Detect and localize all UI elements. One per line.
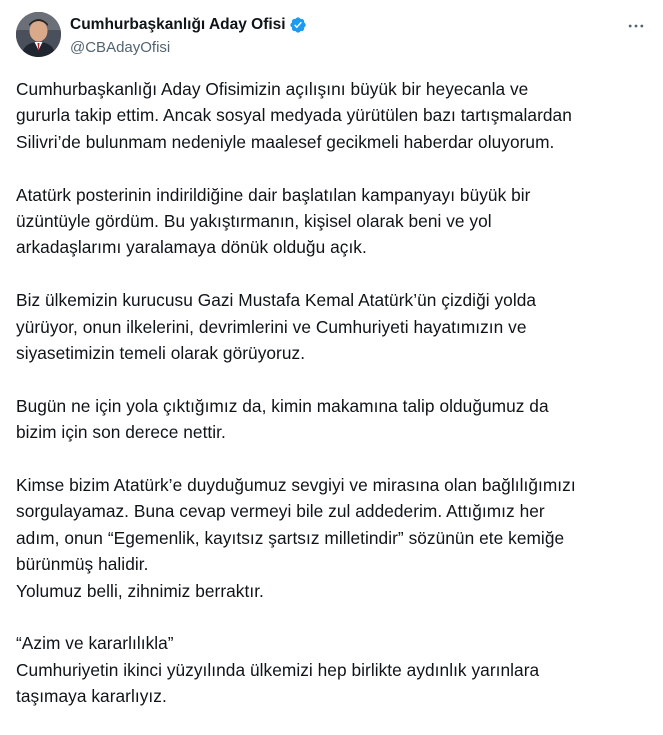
paragraph-spacer (16, 604, 652, 630)
display-name[interactable]: Cumhurbaşkanlığı Aday Ofisi (70, 16, 286, 33)
author-names (70, 15, 307, 56)
paragraph-4: Bugün ne için yola çıktığımız da, kimin makamına talip olduğumuz da bizim için son derece nettir. (16, 395, 549, 443)
paragraph-spacer (16, 261, 652, 287)
paragraph-3: Biz ülkemizin kurucusu Gazi Mustafa Kemal Atatürk’ün çizdiği yolda yürüyor, onun ilkelerini, devrimlerini ve Cumhuriyeti hayatımızın ve siyasetimizin temeli olarak görüyoruz. (16, 290, 537, 364)
avatar[interactable] (16, 12, 61, 57)
more-options-button[interactable] (621, 14, 651, 38)
profile-photo-icon (16, 12, 61, 57)
paragraph-2: Atatürk posterinin indirildiğine dair başlatılan kampanyayı büyük bir üzüntüyle gördüm. Bu yakıştırmanın, kişisel olarak beni ve yol arkadaşlarımı yaralamaya dönük olduğu açık. (16, 184, 531, 258)
tweet-header (16, 12, 647, 60)
paragraph-6: “Azim ve kararlılıkla” Cumhuriyetin ikinci yüzyılında ülkemizi hep birlikte aydınlık yarınlara taşımaya kararlıyız. (16, 633, 540, 707)
paragraph-spacer (16, 366, 652, 392)
paragraph-spacer (16, 155, 652, 181)
author-handle[interactable]: @CBAdayOfisi (70, 39, 171, 56)
verified-badge-icon[interactable] (289, 16, 307, 34)
paragraph-spacer (16, 446, 652, 472)
tweet-text (16, 76, 652, 710)
paragraph-1: Cumhurbaşkanlığı Aday Ofisimizin açılışını büyük bir heyecanla ve gururla takip ettim. Ancak sosyal medyada yürütülen bazı tartışmalardan Silivri’de bulunmam nedeniyle maalesef gecikmeli haberdar oluyorum. (16, 79, 572, 152)
display-name-row (70, 15, 307, 35)
paragraph-5: Kimse bizim Atatürk’e duyduğumuz sevgiyi ve mirasına olan bağlılığımızı sorgulayamaz. Buna cevap vermeyi bile zul addederim. Attığımız her adım, onun “Egemenlik, kayıtsız şartsız milletindir” sözünün ete kemiğe bürünmüş halidir. Yolumuz belli, zihnimiz berraktır. (16, 475, 576, 601)
ellipsis-icon (626, 16, 646, 36)
